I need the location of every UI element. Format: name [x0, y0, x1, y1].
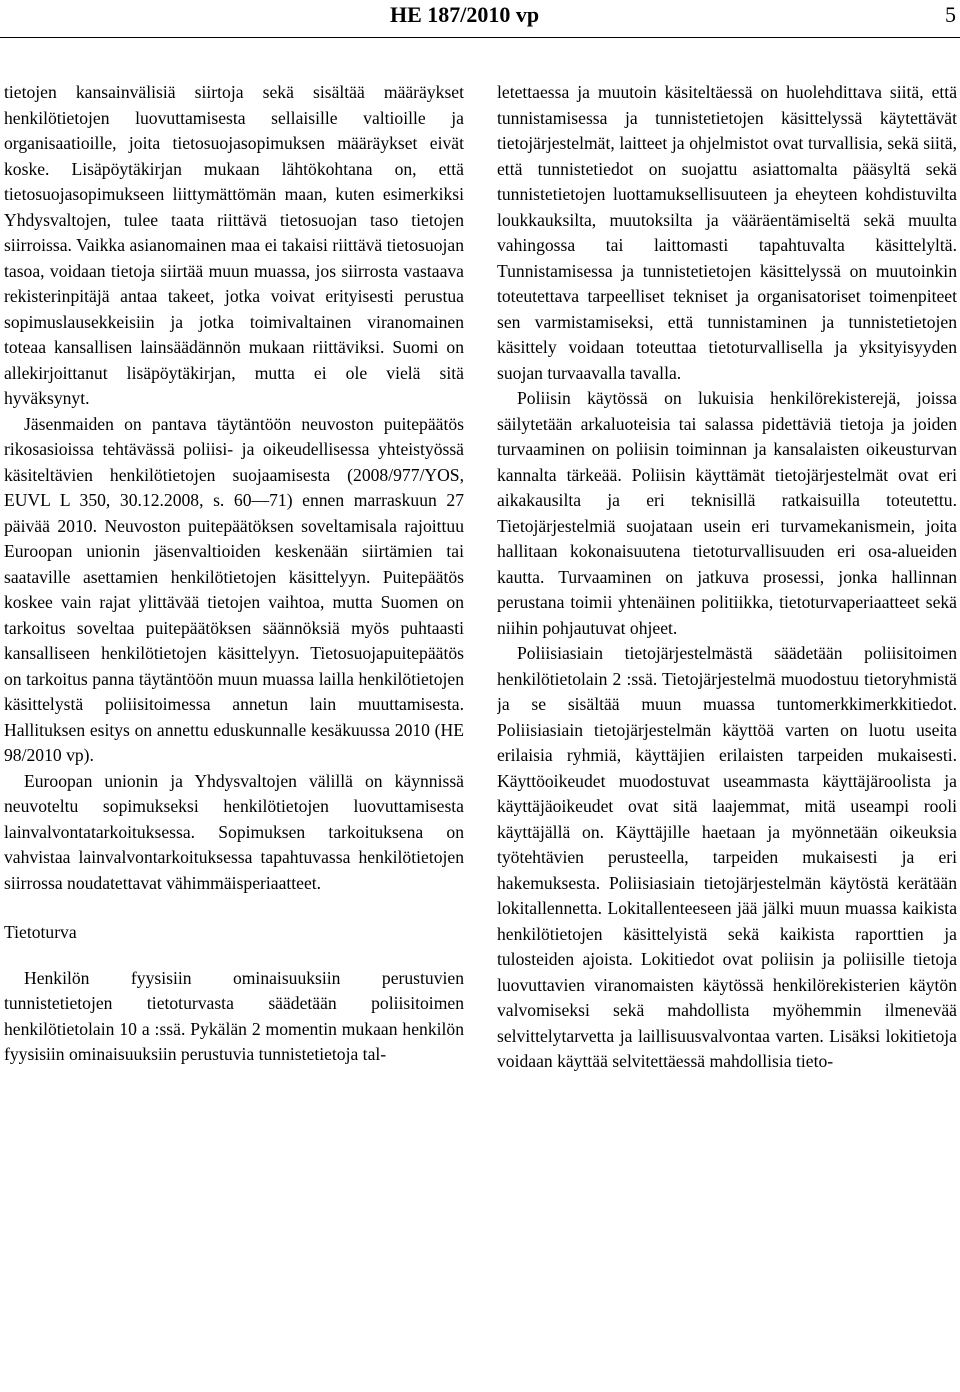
paragraph: Henkilön fyysisiin ominaisuuksiin perustuvien tunnistetietojen tietoturvasta säädetään poliisitoimen henkilötietolain 10 a :ssä. Pykälän 2 momentin mukaan henkilön fyysisiin ominaisuuksiin perustuvia tunnistetietoja tal- — [4, 967, 464, 1064]
paragraph: tietojen kansainvälisiä siirtoja sekä sisältää määräykset henkilötietojen luovuttamisesta sellaisille valtioille ja organisaatioille, joita tietosuojasopimuksen määräykset eivät koske. Lisäpöytäkirjan mukaan lähtökohtana on, että tietosuojasopimukseen liittymättömän maan, kuten esimerkiksi Yhdysvaltojen, tulee taata riittävä tietosuojan taso tietojen siirroissa. Vaikka asianomainen maa ei takaisi riittävä tietosuojan tasoa, voidaan tietoja siirtää muun muassa, jos siirrosta vastaava rekisterinpitäjä antaa takeet, jotka voivat erityisesti perustua sopimuslausekkeisiin ja jotka toimivaltainen viranomainen toteaa kansallisen lainsäädännön mukaan riittäviksi. Suomi on allekirjoittanut lisäpöytäkirjan, mutta ei ole vielä sitä hyväksynyt. — [4, 82, 464, 408]
paragraph: Euroopan unionin ja Yhdysvaltojen välillä on käynnissä neuvoteltu sopimukseksi henkilötietojen luovuttamisesta lainvalvontatarkoituksessa. Sopimuksen tarkoituksena on vahvistaa lainvalvontarkoituksessa tapahtuvassa henkilötietojen siirrossa noudatettavat vähimmäisperiaatteet. — [4, 770, 464, 893]
paragraph: Poliisin käytössä on lukuisia henkilörekisterejä, joissa säilytetään arkaluoteisia tai salassa pidettäviä tietoja ja joiden turvaaminen on poliisin toiminnan ja kansalaisten oikeusturvan kannalta tärkeää. Poliisin käyttämät tietojärjestelmät ovat eri aikakausilta ja eri teknisillä ratkaisuilla toteutettu. Tietojärjestelmiä suojataan usein eri turvamekanismein, joita hallitaan kokonaisuutena tietoturvallisuuden eri osa-alueiden kautta. Turvaaminen on jatkuva prosessi, jonka hallinnan perustana toimii yhtenäinen politiikka, tietoturvaperiaatteet sekä niihin pohjautuvat ohjeet. — [497, 388, 957, 638]
left-column — [4, 80, 464, 1390]
paragraph: Poliisiasiain tietojärjestelmästä säädetään poliisitoimen henkilötietolain 2 :ssä. Tietojärjestelmä muodostuu tietoryhmistä ja se sisältää muun muassa tuntomerkkimerkkitiedot. Poliisiasiain tietojärjestelmän käyttöä varten on luotu useita erilaisia ryhmiä, käyttäjien erilaisten tarpeiden mukaisesti. Käyttöoikeudet muodostuvat useammasta käyttäjäroolista ja käyttäjäoikeudet ovat sitä laajemmat, mitä useampi rooli käyttäjällä on. Käyttäjille haetaan ja myönnetään oikeuksia työtehtävien perusteella, tarpeiden mukaisesti ja eri hakemuksesta. Poliisiasiain tietojärjestelmän käytöstä kerätään lokitallennetta. Lokitallenteeseen jää jälki muun muassa kaikista henkilötietojen käsittelyistä sekä kaikista raporttien ja tulosteiden ajoista. Lokitiedot ovat poliisin ja poliisille tietoja luovuttavien viranomaisten käytössä henkilörekisterien käytön valvomiseksi sekä mahdollista myöhemmin ilmenevää selvittelytarvetta ja laillisuusvalvontaa varten. Lisäksi lokitietoja voidaan käyttää selvitettäessä mahdollisia tieto- — [497, 643, 957, 1071]
page-number: 5 — [945, 2, 956, 27]
header-divider — [0, 37, 960, 38]
document-id: HE 187/2010 vp — [390, 2, 540, 27]
right-column — [497, 80, 957, 1390]
section-heading: Tietoturva — [4, 922, 77, 942]
page-header — [0, 0, 960, 40]
paragraph: Jäsenmaiden on pantava täytäntöön neuvoston puitepäätös rikosasioissa tehtävässä poliisi- ja oikeudellisessa yhteistyössä käsiteltävien henkilötietojen suojaamisesta (2008/977/YOS, EUVL L 350, 30.12.2008, s. 60—71) ennen marraskuun 27 päivää 2010. Neuvoston puitepäätöksen soveltamisala rajoittuu Euroopan unionin jäsenvaltioiden keskenään siirtämien tai saataville asettamien henkilötietojen käsittelyyn. Puitepäätös koskee vain rajat ylittävää tietojen vaihtoa, mutta Suomen on tarkoitus soveltaa puitepäätöksen säännöksiä myös puhtaasti kansalliseen henkilötietojen käsittelyyn. Tietosuojapuitepäätös on tarkoitus panna täytäntöön muun muassa lailla henkilötietojen käsittelystä poliisitoimessa annetun lain muuttamisesta. Hallituksen esitys on annettu eduskunnalle kesäkuussa 2010 (HE 98/2010 vp). — [4, 413, 464, 765]
paragraph: letettaessa ja muutoin käsiteltäessä on huolehdittava siitä, että tunnistamisessa ja tunnistetietojen käsittelyssä käytettävät tietojärjestelmät, laitteet ja ohjelmistot ovat turvallisia, sekä siitä, että tunnistetiedot on suojattu asiattomalta pääsyltä sekä tunnistetietojen luottamuksellisuuteen ja eheyteen kohdistuvilta loukkauksilta, muutoksilta ja vääräentämiseltä sekä muulta vahingossa tai laittomasti tapahtuvalta käsittelyltä. Tunnistamisessa ja tunnistetietojen käsittelyssä on muutoinkin toteutettava tarpeelliset tekniset ja organisatoriset toimenpiteet sen varmistamiseksi, että tunnistaminen ja tunnistetietojen käsittely voidaan toteuttaa tietoturvallisella ja yksityisyyden suojan turvaavalla tavalla. — [497, 82, 957, 383]
